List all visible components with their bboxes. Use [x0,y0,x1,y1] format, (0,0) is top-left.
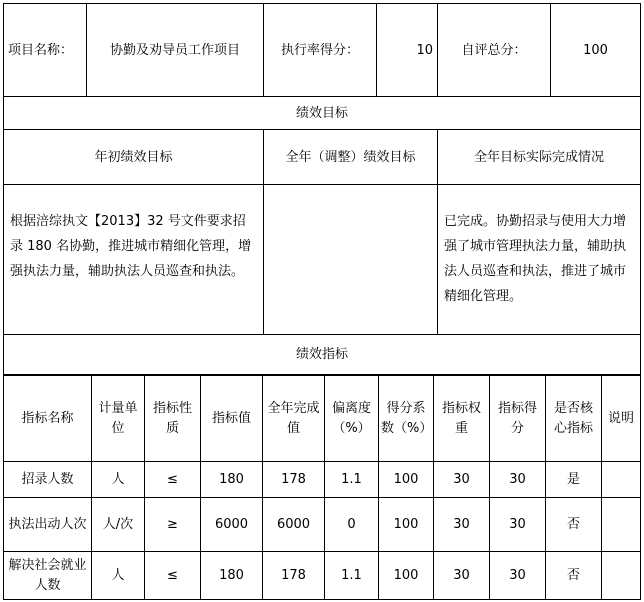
row-unit: 人 [92,552,145,600]
row-value: 180 [201,552,263,600]
goals-title-row [4,97,641,130]
col-deviation-header: 偏离度（%） [325,376,379,462]
goals-actual-text: 已完成。协勤招录与使用大力增强了城市管理执法力量，辅助执法人员巡查和执法，推进了城市精细化管理。 [438,185,641,335]
goals-col-adjusted: 全年（调整）绩效目标 [264,130,438,185]
self-eval-value: 100 [551,4,641,97]
row-nature: ≥ [145,498,201,552]
col-unit-header: 计量单位 [92,376,145,462]
goals-col-actual: 全年目标实际完成情况 [438,130,641,185]
row-score: 30 [490,552,546,600]
row-completed: 178 [263,552,325,600]
row-weight: 30 [434,552,490,600]
col-value-header: 指标值 [201,376,263,462]
row-note [602,498,641,552]
row-name: 招录人数 [4,462,92,498]
row-completed: 6000 [263,498,325,552]
row-unit: 人 [92,462,145,498]
table-row [4,552,641,600]
indicators-header-row [4,376,641,462]
row-value: 6000 [201,498,263,552]
performance-indicators-table [3,375,641,600]
row-core: 是 [546,462,602,498]
goals-initial-text: 根据涪综执文【2013】32 号文件要求招录 180 名协勤，推进城市精细化管理，增强执法力量，辅助执法人员巡查和执法。 [4,185,264,335]
row-note [602,462,641,498]
performance-goals-table [3,3,641,375]
row-value: 180 [201,462,263,498]
row-unit: 人/次 [92,498,145,552]
col-score-header: 指标得分 [490,376,546,462]
row-weight: 30 [434,498,490,552]
project-name-value: 协勤及劝导员工作项目 [87,4,264,97]
col-score-coef-header: 得分系数（%） [379,376,434,462]
col-core-header: 是否核心指标 [546,376,602,462]
goals-content-row [4,185,641,335]
col-note-header: 说明 [602,376,641,462]
row-note [602,552,641,600]
row-deviation: 1.1 [325,552,379,600]
indicators-title-row [4,335,641,375]
row-name: 解决社会就业人数 [4,552,92,600]
row-score: 30 [490,462,546,498]
row-deviation: 1.1 [325,462,379,498]
row-core: 否 [546,552,602,600]
row-nature: ≤ [145,552,201,600]
exec-rate-label: 执行率得分： [264,4,377,97]
goals-col-initial: 年初绩效目标 [4,130,264,185]
row-score-coef: 100 [379,498,434,552]
goals-section-title: 绩效目标 [4,97,641,130]
col-weight-header: 指标权重 [434,376,490,462]
exec-rate-value: 10 [377,4,438,97]
project-name-label: 项目名称： [4,4,87,97]
indicators-section-title: 绩效指标 [4,335,641,375]
row-name: 执法出动人次 [4,498,92,552]
row-deviation: 0 [325,498,379,552]
row-completed: 178 [263,462,325,498]
row-nature: ≤ [145,462,201,498]
row-score-coef: 100 [379,552,434,600]
col-nature-header: 指标性质 [145,376,201,462]
row-score-coef: 100 [379,462,434,498]
self-eval-label: 自评总分： [438,4,551,97]
row-weight: 30 [434,462,490,498]
table-row [4,498,641,552]
row-core: 否 [546,498,602,552]
col-completed-header: 全年完成值 [263,376,325,462]
col-name-header: 指标名称 [4,376,92,462]
header-row [4,4,641,97]
goals-adjusted-text [264,185,438,335]
goals-header-row [4,130,641,185]
row-score: 30 [490,498,546,552]
table-row [4,462,641,498]
